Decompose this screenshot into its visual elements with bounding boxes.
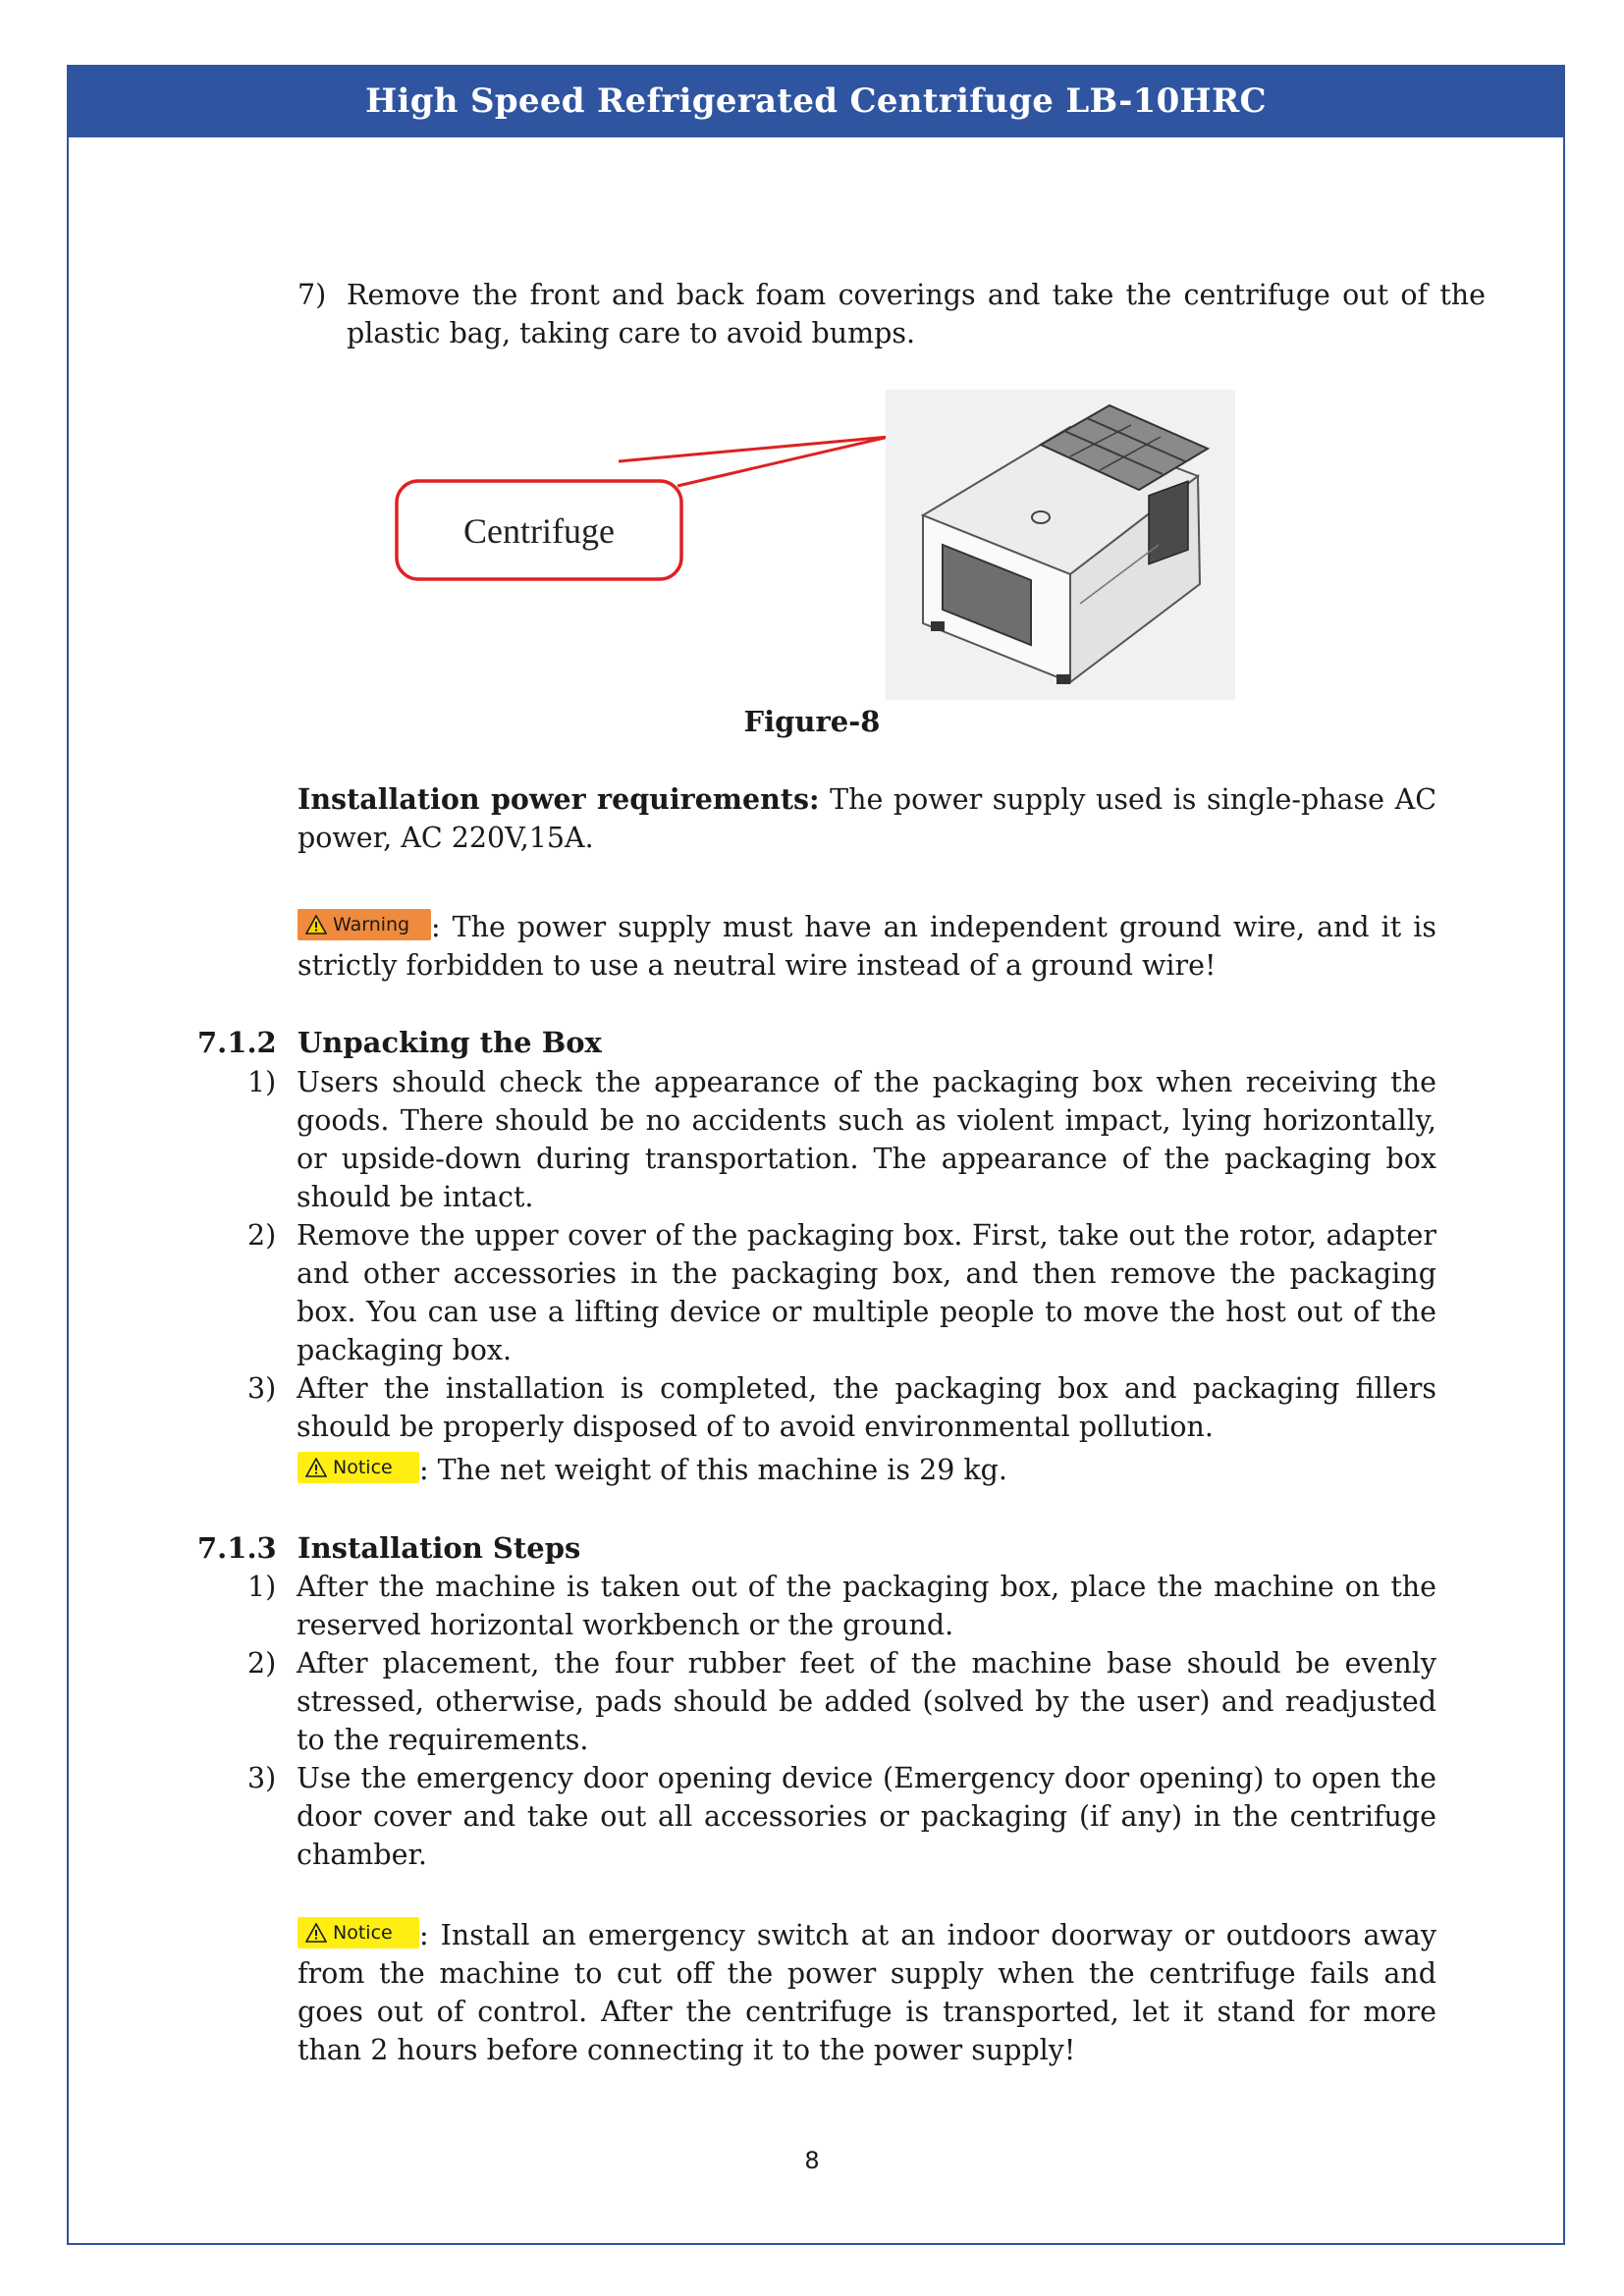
item-text: Remove the upper cover of the packaging box. First, take out the rotor, adapter and other accessories in the packaging box, and then remove the packaging box. You can use a lifting device or multiple people to move the host out of the packaging box. xyxy=(297,1219,1436,1366)
callout-label: Centrifuge xyxy=(463,511,615,551)
warning-text: : The power supply must have an independent ground wire, and it is strictly forbidden to use a neutral wire instead of a ground wire! xyxy=(298,911,1436,982)
section-number: 7.1.3 xyxy=(197,1531,277,1565)
item-text: Use the emergency door opening device (Emergency door opening) to open the door cover and take out all accessories or packaging (if any) in the centrifuge chamber. xyxy=(297,1762,1436,1871)
step-7 xyxy=(298,276,1486,352)
list-item xyxy=(247,1216,1436,1369)
warning-block xyxy=(298,908,1436,985)
notice-badge xyxy=(298,1917,419,1949)
list-item xyxy=(247,1568,1436,1644)
list-item xyxy=(247,1369,1436,1446)
page-number: 8 xyxy=(804,2147,820,2174)
item-number: 1) xyxy=(247,1571,277,1603)
notice-badge xyxy=(298,1452,419,1483)
figure-caption: Figure-8 xyxy=(743,705,881,738)
step-text: Remove the front and back foam coverings and take the centrifuge out of the plastic bag, taking care to avoid bumps. xyxy=(347,279,1486,349)
installation-list xyxy=(247,1568,1436,1874)
item-text: Users should check the appearance of the packaging box when receiving the goods. There should be no accidents such as violent impact, lying horizontally, or upside-down during transportation. The appearance of the packaging box should be intact. xyxy=(297,1066,1436,1213)
notice-weight xyxy=(298,1451,1436,1489)
notice-badge-label: Notice xyxy=(333,1456,393,1478)
list-item xyxy=(247,1759,1436,1874)
item-text: After placement, the four rubber feet of the machine base should be evenly stressed, otherwise, pads should be added (solved by the user) and readjusted to the requirements. xyxy=(297,1647,1436,1756)
power-label: Installation power requirements: xyxy=(298,782,820,816)
power-text: The power supply used is single-phase AC power, AC 220V,15A. xyxy=(298,783,1436,854)
unpacking-list xyxy=(247,1063,1436,1446)
section-title: Unpacking the Box xyxy=(298,1026,602,1059)
step-number: 7) xyxy=(298,279,327,311)
warning-triangle-icon xyxy=(305,1458,327,1477)
item-number: 3) xyxy=(247,1762,277,1794)
item-number: 3) xyxy=(247,1372,277,1405)
item-text: After the installation is completed, the packaging box and packaging fillers should be properly disposed of to avoid environmental pollution. xyxy=(297,1372,1436,1443)
warning-triangle-icon xyxy=(305,915,327,934)
notice-text: : Install an emergency switch at an indoor doorway or outdoors away from the machine to cut off the power supply when the centrifuge fails and goes out of control. After the centrifuge is transported, let it stand for more than 2 hours before connecting it to the power supply! xyxy=(298,1919,1436,2066)
item-text: After the machine is taken out of the packaging box, place the machine on the reserved horizontal workbench or the ground. xyxy=(297,1571,1436,1641)
notice-emergency-switch xyxy=(298,1916,1436,2069)
notice-text: : The net weight of this machine is 29 kg. xyxy=(419,1454,1007,1486)
list-item xyxy=(247,1644,1436,1759)
callout-pointer xyxy=(619,437,889,486)
item-number: 1) xyxy=(247,1066,277,1098)
centrifuge-figure xyxy=(393,388,1237,702)
section-number: 7.1.2 xyxy=(197,1026,277,1059)
list-item xyxy=(247,1063,1436,1216)
notice-badge-label: Notice xyxy=(333,1921,393,1944)
section-heading-installation xyxy=(197,1529,580,1568)
centrifuge-illustration xyxy=(886,390,1235,700)
warning-badge-label: Warning xyxy=(333,913,410,935)
power-requirements xyxy=(298,780,1436,857)
section-heading-unpacking xyxy=(197,1024,602,1062)
warning-badge xyxy=(298,909,431,940)
item-number: 2) xyxy=(247,1647,277,1680)
document-header xyxy=(67,65,1565,137)
item-number: 2) xyxy=(247,1219,277,1252)
section-title: Installation Steps xyxy=(298,1531,581,1565)
document-title: High Speed Refrigerated Centrifuge LB-10HRC xyxy=(365,81,1267,121)
warning-triangle-icon xyxy=(305,1923,327,1943)
